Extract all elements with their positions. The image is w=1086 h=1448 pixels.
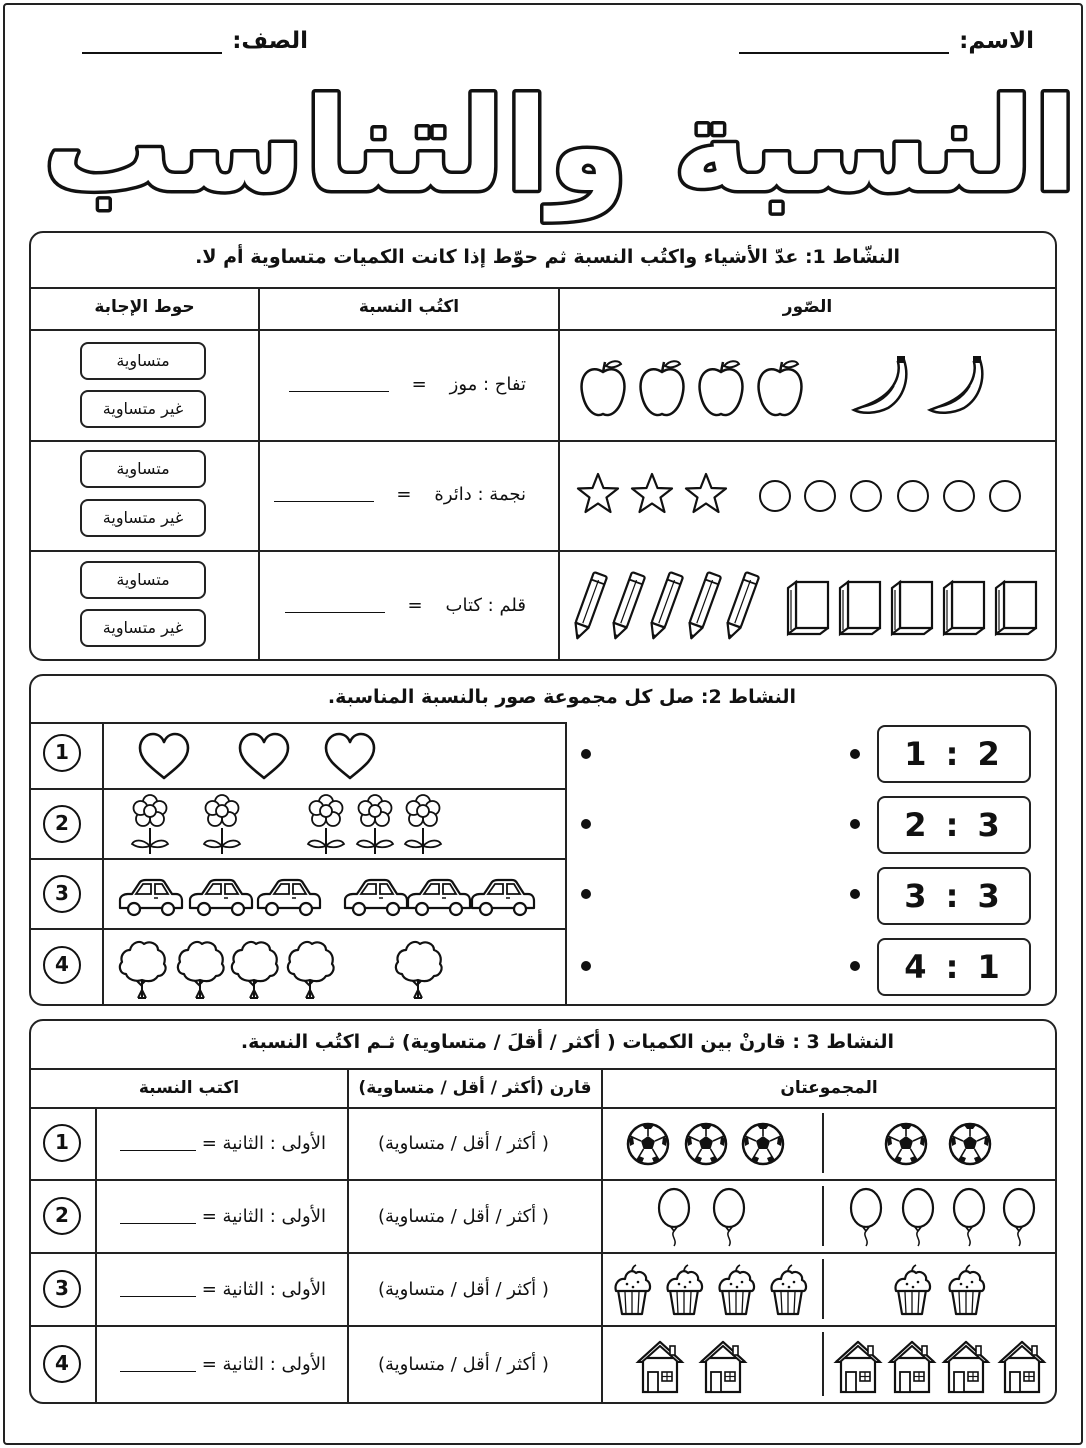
trees-group [116,936,566,1000]
right-match-dot[interactable] [850,749,860,759]
pencil-icon [685,572,721,641]
a2-number-4: 4 [43,946,81,984]
star-icon [578,474,618,512]
a3-number-2: 2 [43,1197,81,1235]
soccer-balls-row [612,1118,1052,1174]
a2-number-3: 3 [43,875,81,913]
book-icon [892,582,932,634]
svg-text:النسبة والتناسب: النسبة والتناسب [42,72,1078,221]
a3-ratio-line-2[interactable]: الأولى : الثانية = [120,1206,326,1227]
houses-row [612,1336,1052,1396]
a3-compare-3[interactable]: ( أكثر / أقل / متساوية) [378,1279,549,1300]
car-icon [408,880,470,915]
pencil-icon [647,572,683,641]
cupcake-icon [950,1265,984,1314]
ratio-box-4[interactable]: 4 : 1 [877,938,1031,996]
choice-equal[interactable]: متساوية [80,561,206,599]
flower-icon [132,795,168,854]
a1-row1-ratio: تفاح : موز = [289,374,526,395]
ratio-answer-blank[interactable] [274,501,374,502]
car-icon [120,880,182,915]
a3-ratio-line-1[interactable]: الأولى : الثانية = [120,1133,326,1154]
choice-not-equal[interactable]: غير متساوية [80,499,206,537]
balloons-row [612,1186,1052,1250]
a2-number-2: 2 [43,805,81,843]
pencils-books-picture [574,568,1044,646]
a3-ratio-line-3[interactable]: الأولى : الثانية = [120,1279,326,1300]
a1-row3-ratio: قلم : كتاب = [285,595,526,616]
car-icon [472,880,534,915]
left-match-dot[interactable] [581,749,591,759]
right-match-dot[interactable] [850,961,860,971]
book-icon [788,582,828,634]
a3-col-groups: المجموعتان [780,1078,878,1098]
apple-icon [641,361,684,415]
balloon-icon [1004,1189,1034,1246]
tree-icon [396,942,442,998]
activity2-title: النشاط 2: صل كل مجموعة صور بالنسبة المناسبة. [327,686,796,708]
ratio-box-3[interactable]: 3 : 3 [877,867,1031,925]
house-icon [638,1342,682,1392]
car-icon [258,880,320,915]
cupcake-icon [668,1265,702,1314]
circle-icon [898,481,928,511]
a3-compare-4[interactable]: ( أكثر / أقل / متساوية) [378,1354,549,1375]
book-icon [840,582,880,634]
cupcake-icon [616,1265,650,1314]
pencil-icon [609,572,645,641]
cupcake-icon [720,1265,754,1314]
flower-icon [204,795,240,854]
circle-icon [990,481,1020,511]
banana-icon [854,356,906,413]
left-match-dot[interactable] [581,889,591,899]
flower-icon [405,795,441,854]
name-label: الاسم: [959,28,1034,54]
a3-number-3: 3 [43,1270,81,1308]
activity3-title: النشاط 3 : قارنْ بين الكميات ( أكثر / أقلَ / متساوية) ثـم اكتُب النسبة. [240,1031,894,1053]
soccer-ball-icon [743,1124,783,1164]
flower-icon [357,795,393,854]
circle-icon [944,481,974,511]
right-match-dot[interactable] [850,889,860,899]
ratio-box-1[interactable]: 1 : 2 [877,725,1031,783]
tree-icon [178,942,224,998]
a3-col-compare: قارن (أكثر / أقل / متساوية) [358,1078,592,1098]
balloon-icon [714,1189,744,1246]
a1-col-circle-answer: حوط الإجابة [94,297,195,317]
star-icon [686,474,726,512]
soccer-ball-icon [686,1124,726,1164]
choice-not-equal[interactable]: غير متساوية [80,390,206,428]
a1-col-pictures: الصّور [782,297,833,317]
apple-icon [700,361,743,415]
a1-col-write-ratio: اكتُب النسبة [358,297,460,317]
name-field[interactable] [739,28,1034,54]
heart-icon [326,734,374,778]
a3-number-1: 1 [43,1124,81,1162]
class-field[interactable] [82,28,308,54]
balloon-icon [659,1189,689,1246]
a3-compare-1[interactable]: ( أكثر / أقل / متساوية) [378,1133,549,1154]
a3-compare-2[interactable]: ( أكثر / أقل / متساوية) [378,1206,549,1227]
ratio-answer-blank[interactable] [285,612,385,613]
a3-ratio-line-4[interactable]: الأولى : الثانية = [120,1354,326,1375]
name-line[interactable] [739,52,949,54]
circle-icon [851,481,881,511]
soccer-ball-icon [628,1124,668,1164]
a3-col-write-ratio: اكتب النسبة [138,1078,240,1098]
soccer-ball-icon [950,1124,990,1164]
pencil-icon [723,572,759,641]
house-icon [836,1342,880,1392]
a2-number-1: 1 [43,734,81,772]
cupcake-icon [772,1265,806,1314]
ratio-box-2[interactable]: 2 : 3 [877,796,1031,854]
choice-equal[interactable]: متساوية [80,342,206,380]
balloon-icon [851,1189,881,1246]
right-match-dot[interactable] [850,819,860,829]
circle-icon [760,481,790,511]
car-icon [190,880,252,915]
class-line[interactable] [82,52,222,54]
page-title [42,60,1078,230]
house-icon [701,1342,745,1392]
flower-icon [308,795,344,854]
tree-icon [232,942,278,998]
cupcakes-row [612,1262,1052,1318]
book-icon [944,582,984,634]
tree-icon [288,942,334,998]
house-icon [890,1342,934,1392]
stars-circles-picture [576,470,1036,520]
choice-not-equal[interactable]: غير متساوية [80,609,206,647]
cupcake-icon [896,1265,930,1314]
apple-icon [759,361,802,415]
book-icon [996,582,1036,634]
ratio-answer-blank[interactable] [289,391,389,392]
banana-icon [930,356,982,413]
apples-bananas-picture [576,352,1036,422]
heart-icon [140,734,188,778]
cars-group [116,872,566,920]
house-icon [1000,1342,1044,1392]
a3-number-4: 4 [43,1345,81,1383]
flowers-group [128,792,558,856]
hearts-group [130,728,560,784]
class-label: الصف: [232,28,308,54]
a1-row2-ratio: نجمة : دائرة = [274,484,526,505]
left-match-dot[interactable] [581,961,591,971]
left-match-dot[interactable] [581,819,591,829]
star-icon [632,474,672,512]
house-icon [944,1342,988,1392]
balloon-icon [903,1189,933,1246]
tree-icon [120,942,166,998]
circle-icon [805,481,835,511]
soccer-ball-icon [886,1124,926,1164]
choice-equal[interactable]: متساوية [80,450,206,488]
car-icon [345,880,407,915]
apple-icon [582,361,625,415]
activity1-title: النشّاط 1: عدّ الأشياء واكتُب النسبة ثم حوّط إذا كانت الكميات متساوية أم لا. [195,246,900,268]
balloon-icon [954,1189,984,1246]
pencil-icon [571,572,607,641]
heart-icon [240,734,288,778]
